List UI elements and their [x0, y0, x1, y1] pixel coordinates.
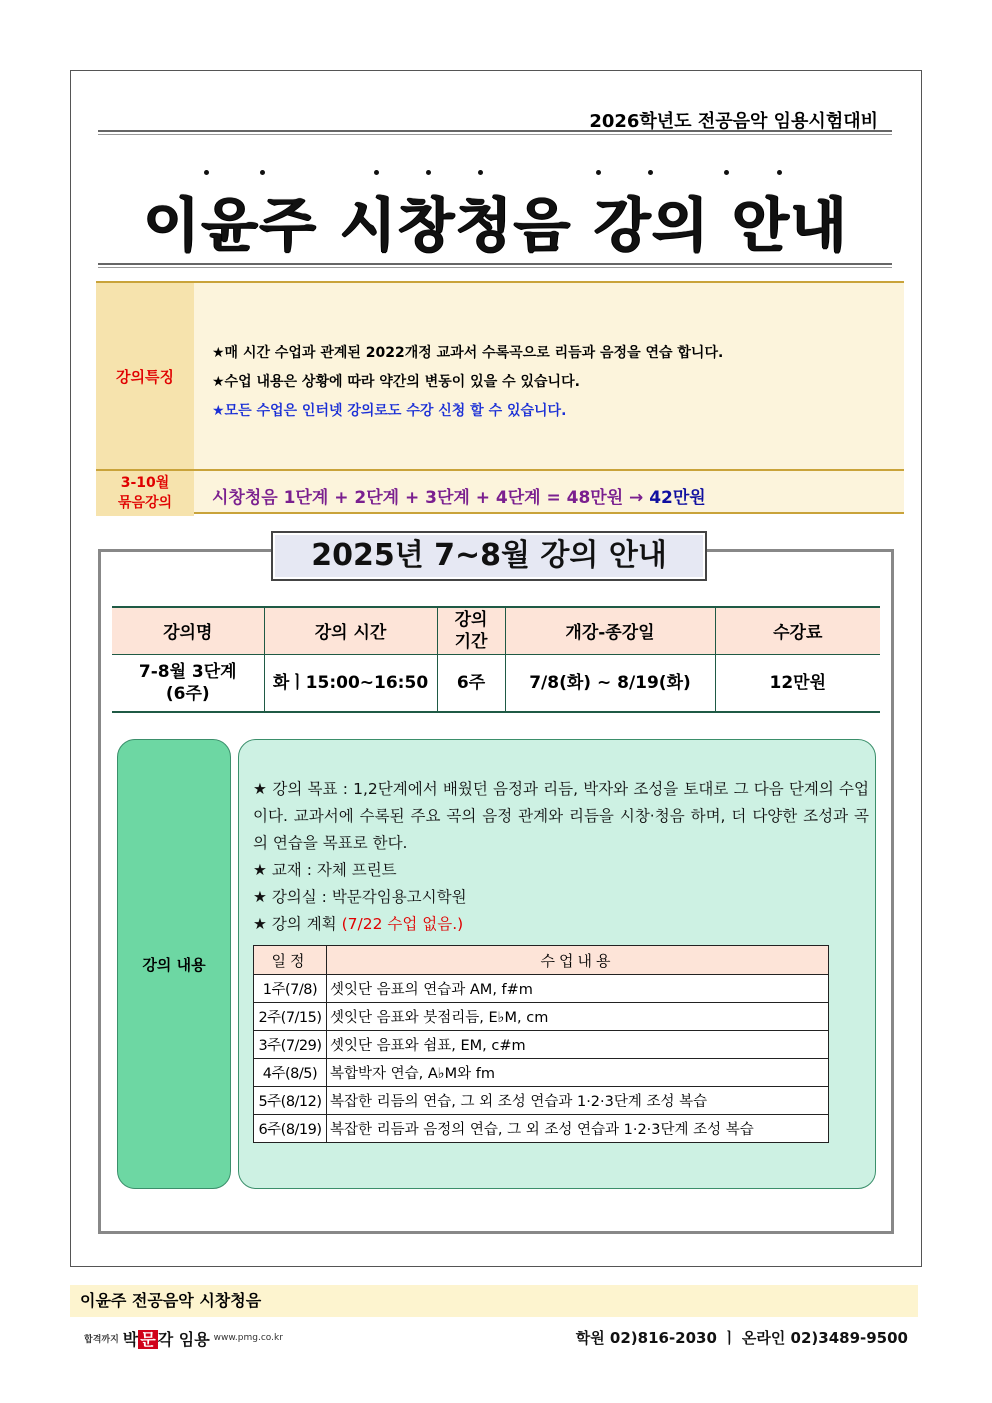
plan-week: 1주(7/8)	[254, 975, 327, 1003]
plan-table	[253, 945, 829, 1143]
table-header-row	[112, 607, 880, 654]
feature-label: 강의특징	[96, 283, 194, 469]
course-room: ★ 강의실 : 박문각임용고시학원	[253, 888, 467, 906]
plan-week: 6주(8/19)	[254, 1115, 327, 1143]
col-course-time: 강의 시간	[264, 607, 437, 654]
course-goal: ★ 강의 목표 : 1,2단계에서 배웠던 음정과 리듬, 박자와 조성을 토대로 그 다음 단계의 수업이다. 교과서에 수록된 주요 곡의 음정 관계와 리듬을 시창·청음 하며, 더 다양한 조성과 곡의 연습을 목표로 한다.	[253, 780, 869, 852]
emphasis-dot	[648, 170, 653, 175]
content-text	[253, 776, 869, 938]
bundle-row	[96, 469, 904, 514]
course-fee: 12만원	[715, 654, 880, 712]
feature-lines	[212, 339, 723, 426]
col-course-name: 강의명	[112, 607, 264, 654]
feature-line: ★모든 수업은 인터넷 강의로도 수강 신청 할 수 있습니다.	[212, 403, 567, 419]
table-row	[254, 1087, 829, 1115]
logo-tagline: 합격까지	[84, 1334, 119, 1345]
content-label: 강의 내용	[117, 739, 231, 1189]
course-table	[112, 606, 880, 713]
plan-col-content: 수업내용	[327, 946, 829, 975]
bundle-label	[96, 471, 194, 516]
plan-content: 셋잇단 음표와 붓점리듬, E♭M, cm	[327, 1003, 829, 1031]
logo-brand-part: 각 임용	[157, 1329, 210, 1349]
plan-content: 복잡한 리듬과 음정의 연습, 그 외 조성 연습과 1·2·3단계 조성 복습	[327, 1115, 829, 1143]
emphasis-dot	[260, 170, 265, 175]
table-row	[254, 1059, 829, 1087]
table-row	[254, 1031, 829, 1059]
col-course-period-line1: 강의	[454, 609, 488, 630]
plan-content: 복합박자 연습, A♭M와 fm	[327, 1059, 829, 1087]
content-box	[238, 739, 876, 1189]
logo-brand-part: 박	[122, 1329, 139, 1349]
contact-numbers: 학원 02)816-2030 ㅣ 온라인 02)3489-9500	[575, 1329, 908, 1347]
exam-subtitle: 2026학년도 전공음악 임용시험대비	[589, 111, 878, 132]
plan-content: 복잡한 리듬의 연습, 그 외 조성 연습과 1·2·3단계 조성 복습	[327, 1087, 829, 1115]
emphasis-dot	[478, 170, 483, 175]
feature-line: ★매 시간 수업과 관계된 2022개정 교과서 수록곡으로 리듬과 음정을 연습 합니다.	[212, 345, 724, 361]
col-course-period-line2: 기간	[454, 631, 488, 652]
plan-content: 셋잇단 음표의 연습과 AM, f#m	[327, 975, 829, 1003]
top-divider	[98, 130, 892, 135]
emphasis-dot	[596, 170, 601, 175]
course-textbook: ★ 교재 : 자체 프린트	[253, 861, 397, 879]
emphasis-dot	[374, 170, 379, 175]
course-plan	[253, 911, 869, 938]
page-title: 이윤주 시창청음 강의 안내	[143, 191, 849, 259]
course-name-line1: 7-8월 3단계	[138, 661, 237, 682]
section-title: 2025년 7~8월 강의 안내	[271, 531, 707, 581]
title-divider	[98, 263, 892, 268]
logo-url[interactable]: www.pmg.co.kr	[213, 1333, 283, 1343]
emphasis-dot	[724, 170, 729, 175]
emphasis-dot	[777, 170, 782, 175]
table-row	[254, 1115, 829, 1143]
course-period: 6주	[437, 654, 505, 712]
feature-panel	[96, 281, 904, 514]
logo-brand	[123, 1327, 210, 1350]
course-name	[112, 654, 264, 712]
plan-week: 3주(7/29)	[254, 1031, 327, 1059]
plan-prefix: ★ 강의 계획	[253, 915, 337, 933]
table-row	[254, 1003, 829, 1031]
table-row	[254, 975, 829, 1003]
bundle-label-period: 3-10월	[120, 475, 170, 491]
plan-note: (7/22 수업 없음.)	[341, 915, 464, 933]
plan-col-schedule: 일정	[254, 946, 327, 975]
bundle-price: 42만원	[649, 488, 706, 508]
footer-band: 이윤주 전공음악 시창청음	[70, 1285, 918, 1317]
bundle-label-text: 묶음강의	[117, 495, 173, 511]
course-dates: 7/8(화) ~ 8/19(화)	[505, 654, 715, 712]
logo-brand-mark: 문	[140, 1329, 156, 1349]
col-course-dates: 개강-종강일	[505, 607, 715, 654]
course-time: 화ㅣ15:00~16:50	[264, 654, 437, 712]
plan-week: 5주(8/12)	[254, 1087, 327, 1115]
col-course-period	[437, 607, 505, 654]
academy-logo[interactable]	[84, 1326, 283, 1350]
feature-line: ★수업 내용은 상황에 따라 약간의 변동이 있을 수 있습니다.	[212, 374, 580, 390]
plan-week: 4주(8/5)	[254, 1059, 327, 1087]
bundle-offer	[212, 483, 706, 508]
table-row	[112, 654, 880, 712]
emphasis-dot	[426, 170, 431, 175]
bundle-text: 시창청음 1단계 + 2단계 + 3단계 + 4단계 = 48만원 →	[212, 488, 644, 508]
plan-week: 2주(7/15)	[254, 1003, 327, 1031]
course-name-line2: (6주)	[165, 683, 210, 704]
plan-header-row	[254, 946, 829, 975]
plan-content: 셋잇단 음표와 쉼표, EM, c#m	[327, 1031, 829, 1059]
emphasis-dot	[204, 170, 209, 175]
col-course-fee: 수강료	[715, 607, 880, 654]
